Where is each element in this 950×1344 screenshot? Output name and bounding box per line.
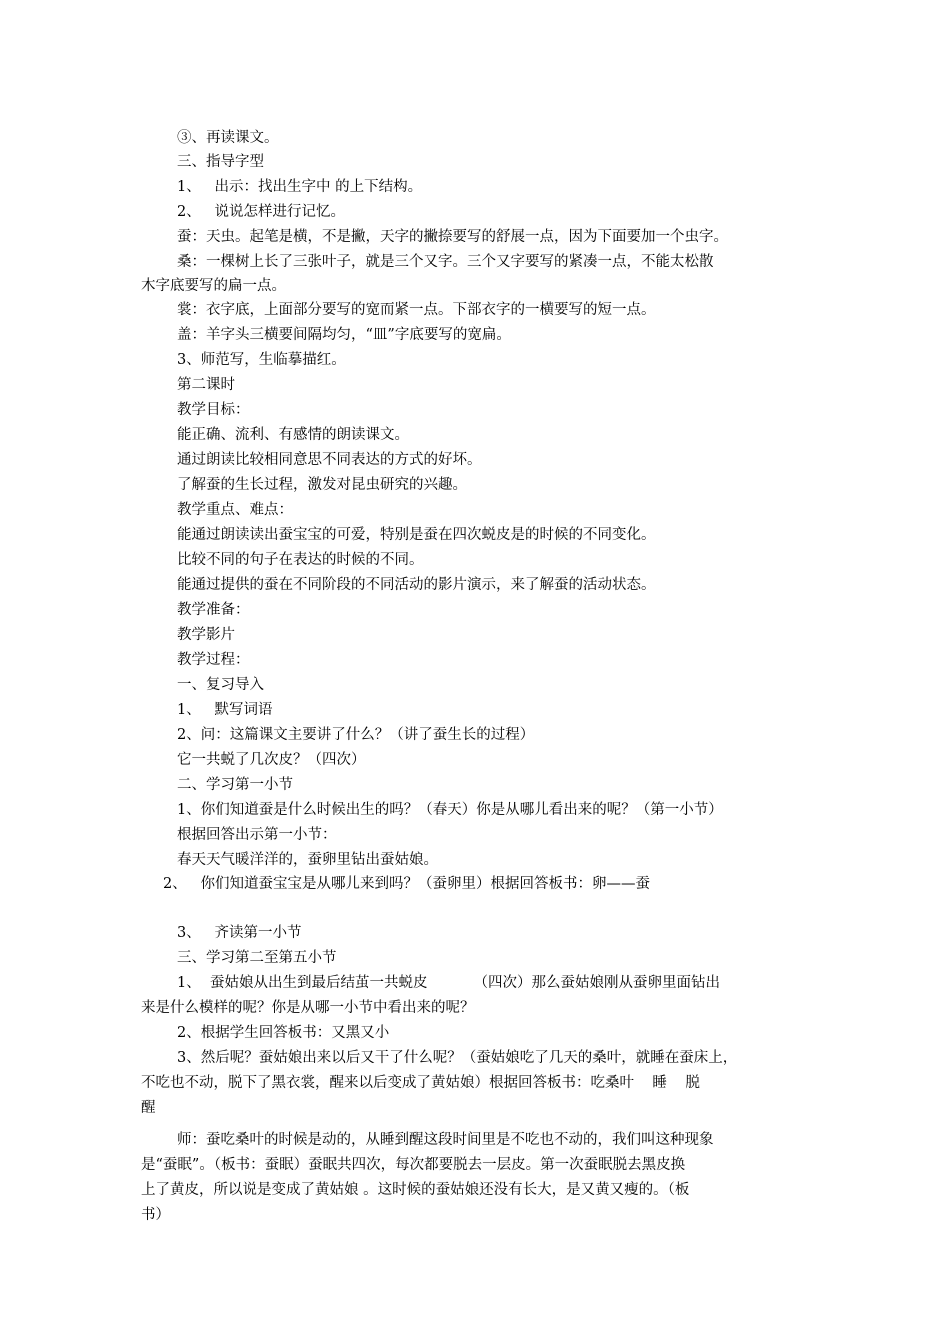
- text-line: 1、你们知道蚕是什么时候出生的吗？（春天）你是从哪儿看出来的呢？（第一小节）: [177, 802, 723, 818]
- text-line: 1、 出示：找出生字中 的上下结构。: [177, 179, 423, 195]
- text-line: 木字底要写的扁一点。: [141, 278, 286, 294]
- text-line: 能通过朗读读出蚕宝宝的可爱，特别是蚕在四次蜕皮是的时候的不同变化。: [177, 527, 656, 543]
- text-line: 3、然后呢？蚕姑娘出来以后又干了什么呢？（蚕姑娘吃了几天的桑叶，就睡在蚕床上，: [177, 1050, 738, 1066]
- text-line: 比较不同的句子在表达的时候的不同。: [177, 552, 424, 568]
- text-line: 教学目标：: [177, 402, 250, 418]
- text-line: 1、 蚕姑娘从出生到最后结茧一共蜕皮 （四次）那么蚕姑娘刚从蚕卵里面钻出: [177, 975, 721, 991]
- text-line: 不吃也不动，脱下了黑衣裳，醒来以后变成了黄姑娘）根据回答板书：吃桑叶 睡 脱: [141, 1075, 700, 1091]
- text-line: 教学过程：: [177, 652, 250, 668]
- text-line: 春天天气暖洋洋的，蚕卵里钻出蚕姑娘。: [177, 852, 438, 868]
- text-line: 三、指导字型: [177, 154, 264, 170]
- text-line: 二、学习第一小节: [177, 777, 293, 793]
- text-line: 2、问：这篇课文主要讲了什么？（讲了蚕生长的过程）: [177, 727, 535, 743]
- text-line: 醒: [141, 1100, 156, 1116]
- text-line: 三、学习第二至第五小节: [177, 950, 337, 966]
- text-line: 了解蚕的生长过程，激发对昆虫研究的兴趣。: [177, 477, 467, 493]
- text-line: 3、师范写，生临摹描红。: [177, 352, 346, 368]
- text-line: ③、再读课文。: [177, 130, 279, 146]
- text-line: 蚕：天虫。起笔是横，不是撇，天字的撇捺要写的舒展一点，因为下面要加一个虫字。: [177, 229, 728, 245]
- text-line: 教学准备：: [177, 602, 250, 618]
- text-line: 3、 齐读第一小节: [177, 925, 302, 941]
- text-line: 是“蚕眠”。（板书：蚕眠）蚕眠共四次，每次都要脱去一层皮。第一次蚕眠脱去黑皮换: [141, 1157, 686, 1173]
- text-line: 一、复习导入: [177, 677, 264, 693]
- text-line: 来是什么模样的呢？你是从哪一小节中看出来的呢？: [141, 1000, 475, 1016]
- text-line: 上了黄皮，所以说是变成了黄姑娘 。这时候的蚕姑娘还没有长大，是又黄又瘦的。（板: [141, 1182, 690, 1198]
- text-line: 通过朗读比较相同意思不同表达的方式的好坏。: [177, 452, 482, 468]
- text-line: 盖：羊字头三横要间隔均匀，“皿”字底要写的宽扁。: [177, 327, 511, 343]
- text-line: 桑：一棵树上长了三张叶子，就是三个又字。三个又字要写的紧凑一点，不能太松散: [177, 254, 714, 270]
- text-line: 2、 说说怎样进行记忆。: [177, 204, 346, 220]
- text-line: 2、根据学生回答板书：又黑又小: [177, 1025, 390, 1041]
- text-line: 师：蚕吃桑叶的时候是动的，从睡到醒这段时间里是不吃也不动的，我们叫这种现象: [177, 1132, 714, 1148]
- text-line: 裳：衣字底，上面部分要写的宽而紧一点。下部衣字的一横要写的短一点。: [177, 302, 656, 318]
- text-line: 2、 你们知道蚕宝宝是从哪儿来到吗？（蚕卵里）根据回答板书：卵——蚕: [163, 876, 651, 892]
- text-line: 能通过提供的蚕在不同阶段的不同活动的影片演示，来了解蚕的活动状态。: [177, 577, 656, 593]
- section-heading: 第二课时: [177, 377, 235, 393]
- text-line: 能正确、流利、有感情的朗读课文。: [177, 427, 409, 443]
- text-line: 教学重点、难点：: [177, 502, 293, 518]
- text-line: 根据回答出示第一小节：: [177, 827, 337, 843]
- text-line: 书）: [141, 1207, 170, 1223]
- text-line: 1、 默写词语: [177, 702, 273, 718]
- text-line: 教学影片: [177, 627, 235, 643]
- text-line: 它一共蜕了几次皮？（四次）: [177, 752, 366, 768]
